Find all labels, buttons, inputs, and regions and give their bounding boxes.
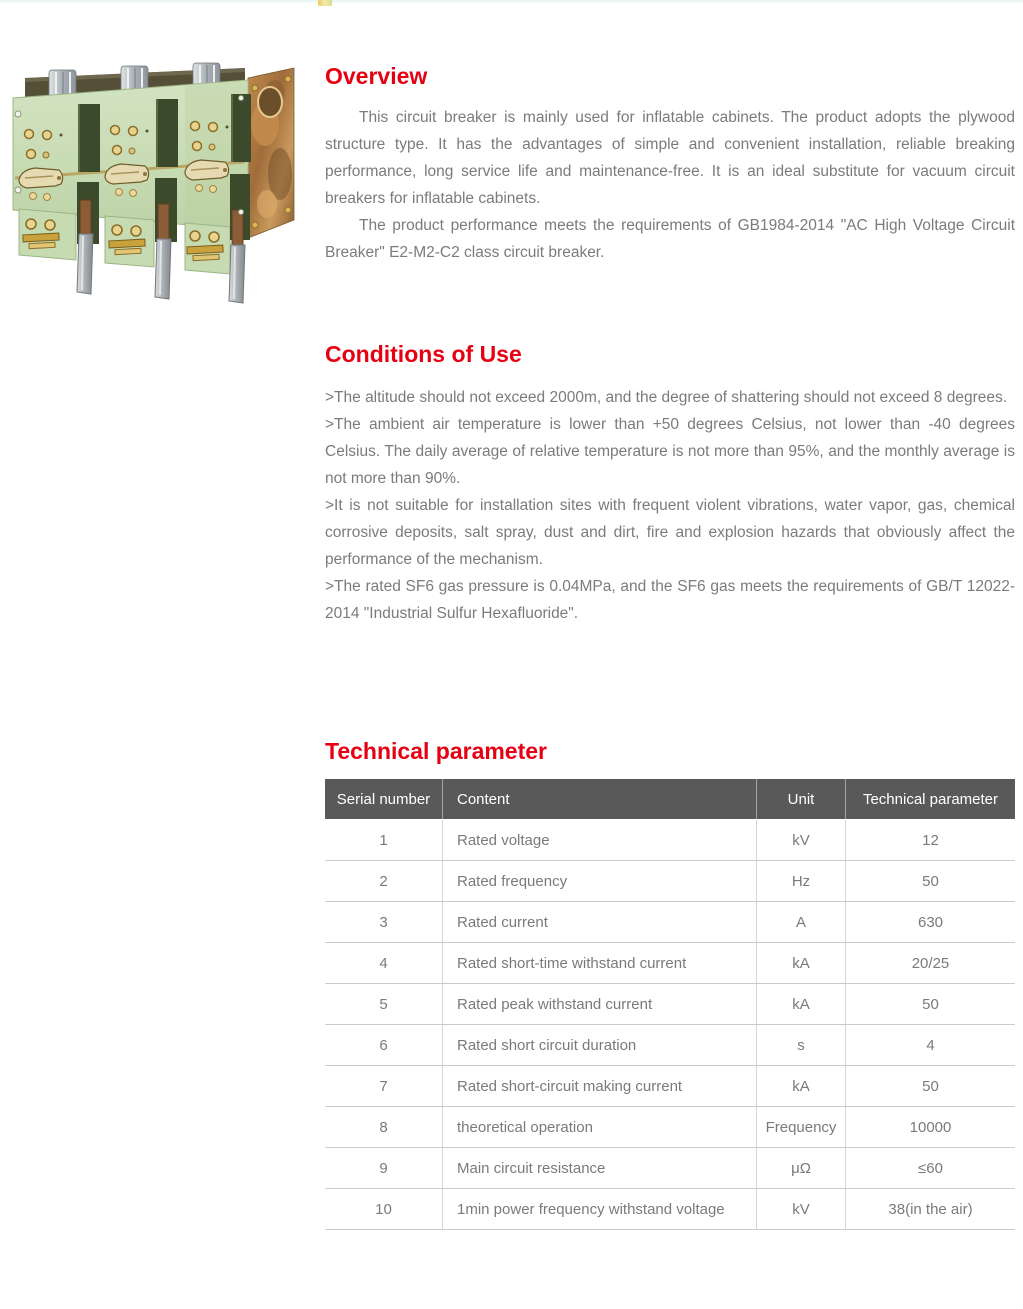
table-header-value: Technical parameter [845, 779, 1015, 819]
table-header-row [325, 779, 1015, 819]
table-cell-value: 10000 [845, 1107, 1015, 1147]
overview-paragraph: The product performance meets the requirements of GB1984-2014 "AC High Voltage Circuit Breaker" E2-M2-C2 class circuit breaker. [325, 217, 1015, 261]
table-cell-content: Rated short-time withstand current [442, 943, 756, 983]
technical-parameter-heading: Technical parameter [325, 738, 548, 764]
product-image [5, 62, 305, 304]
table-cell-value: 12 [845, 820, 1015, 860]
table-cell-serial: 10 [375, 1200, 392, 1218]
table-cell-unit: kA [756, 1066, 845, 1106]
overview-text [325, 104, 1015, 266]
conditions-heading: Conditions of Use [325, 341, 522, 367]
table-cell-serial: 1 [379, 831, 388, 849]
table-cell-unit: μΩ [756, 1148, 845, 1188]
table-row [325, 943, 1015, 984]
table-header-unit: Unit [756, 779, 845, 819]
table-row [325, 984, 1015, 1025]
table-cell-content: Main circuit resistance [442, 1148, 756, 1188]
table-cell-serial: 4 [379, 954, 388, 972]
table-cell-value: 630 [845, 902, 1015, 942]
table-cell-content: Rated voltage [442, 820, 756, 860]
overview-heading: Overview [325, 63, 428, 89]
table-cell-value: ≤60 [845, 1148, 1015, 1188]
table-row [325, 1025, 1015, 1066]
table-row [325, 1189, 1015, 1230]
condition-item: >The ambient air temperature is lower than +50 degrees Celsius, not lower than -40 degrees Celsius. The daily average of relative temperature is not more than 95%, and the monthly average is not more than 90%. [325, 416, 1015, 487]
condition-item: >It is not suitable for installation sites with frequent violent vibrations, water vapor, gas, chemical corrosive deposits, salt spray, dust and dirt, fire and explosion hazards that obviously affect the performance of the mechanism. [325, 497, 1015, 568]
table-row [325, 902, 1015, 943]
table-cell-serial: 7 [379, 1077, 388, 1095]
table-header-serial: Serial number [336, 790, 431, 808]
table-cell-value: 50 [845, 984, 1015, 1024]
table-cell-value: 20/25 [845, 943, 1015, 983]
table-cell-unit: s [756, 1025, 845, 1065]
conditions-list [325, 384, 1015, 627]
table-header-content: Content [442, 779, 756, 819]
table-cell-unit: kA [756, 984, 845, 1024]
table-cell-content: Rated frequency [442, 861, 756, 901]
table-cell-unit: A [756, 902, 845, 942]
table-cell-serial: 2 [379, 872, 388, 890]
table-row [325, 1148, 1015, 1189]
table-row [325, 1066, 1015, 1107]
table-cell-serial: 6 [379, 1036, 388, 1054]
table-row [325, 861, 1015, 902]
table-cell-value: 50 [845, 861, 1015, 901]
table-cell-unit: Hz [756, 861, 845, 901]
condition-item: >The rated SF6 gas pressure is 0.04MPa, and the SF6 gas meets the requirements of GB/T 12022-2014 "Industrial Sulfur Hexafluoride". [325, 578, 1015, 622]
table-row [325, 1107, 1015, 1148]
circuit-breaker-illustration [5, 62, 305, 304]
table-cell-content: Rated short-circuit making current [442, 1066, 756, 1106]
condition-item: >The altitude should not exceed 2000m, and the degree of shattering should not exceed 8 degrees. [325, 389, 1008, 406]
technical-parameter-table [325, 779, 1015, 1230]
table-cell-value: 38(in the air) [845, 1189, 1015, 1229]
table-cell-content: theoretical operation [442, 1107, 756, 1147]
table-cell-serial: 8 [379, 1118, 388, 1136]
table-cell-serial: 9 [379, 1159, 388, 1177]
table-cell-unit: kA [756, 943, 845, 983]
table-cell-unit: Frequency [756, 1107, 845, 1147]
table-cell-value: 4 [845, 1025, 1015, 1065]
technical-parameter-table-body [325, 820, 1015, 1230]
table-cell-unit: kV [756, 1189, 845, 1229]
table-cell-content: 1min power frequency withstand voltage [442, 1189, 756, 1229]
page-top-tint-band [0, 0, 1023, 4]
overview-paragraph: This circuit breaker is mainly used for inflatable cabinets. The product adopts the plywood structure type. It has the advantages of simple and convenient installation, reliable breaking performance, long service life and maintenance-free. It is an ideal substitute for vacuum circuit breakers for inflatable cabinets. [325, 109, 1015, 207]
table-cell-content: Rated short circuit duration [442, 1025, 756, 1065]
table-cell-serial: 3 [379, 913, 388, 931]
page-top-artifact [318, 0, 332, 6]
table-cell-serial: 5 [379, 995, 388, 1013]
table-cell-content: Rated current [442, 902, 756, 942]
table-row [325, 820, 1015, 861]
table-cell-content: Rated peak withstand current [442, 984, 756, 1024]
table-cell-value: 50 [845, 1066, 1015, 1106]
table-cell-unit: kV [756, 820, 845, 860]
